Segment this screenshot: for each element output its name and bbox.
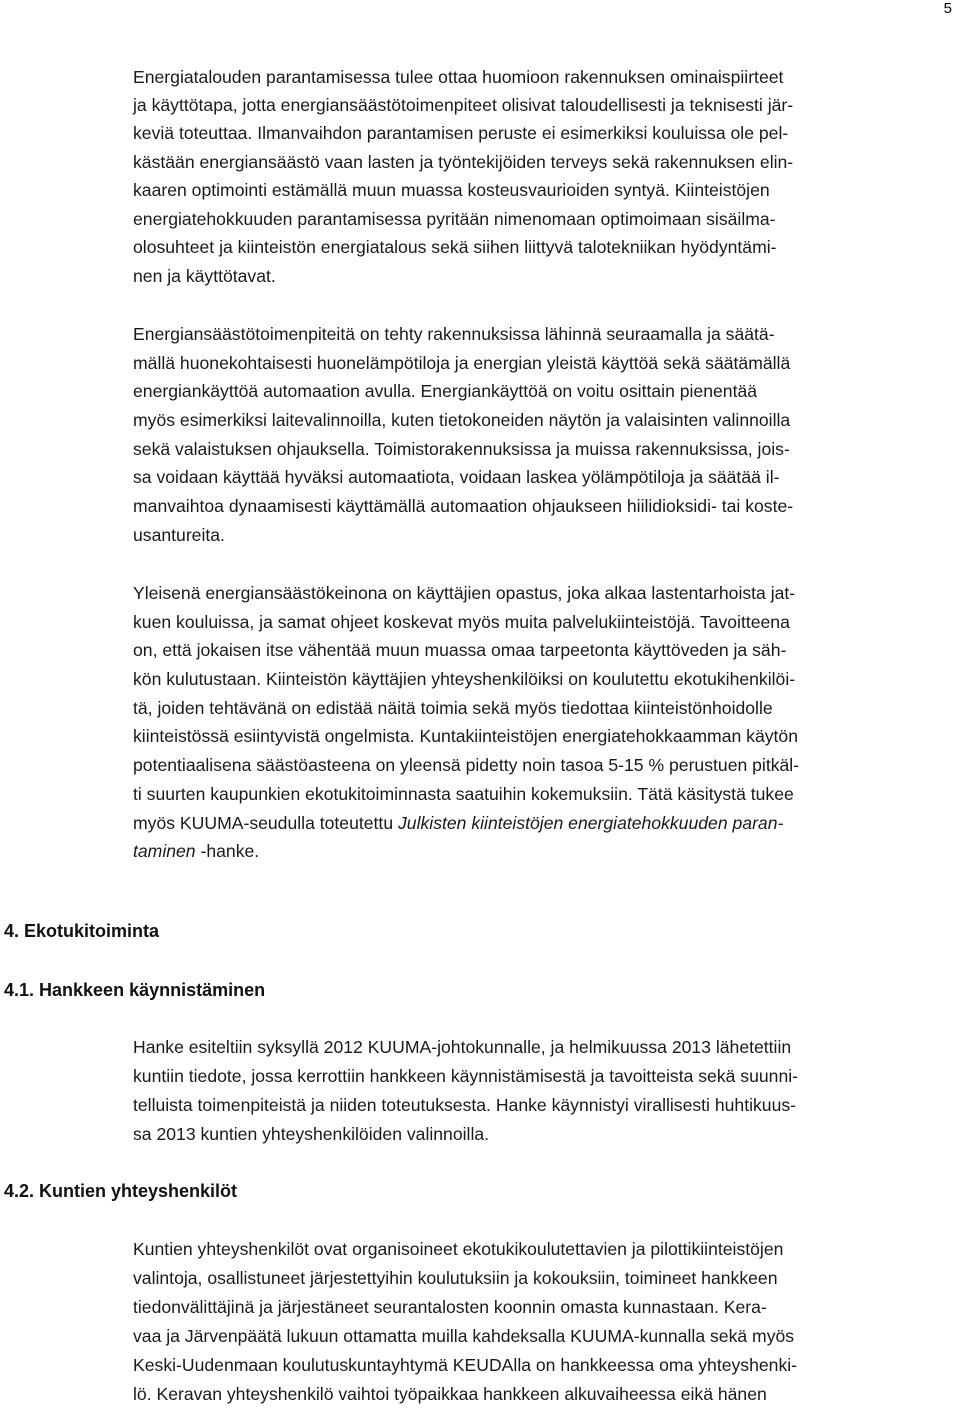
text-line: sa voidaan käyttää hyväksi automaatiota, voidaan laskea yölämpötiloja ja säätää il- bbox=[133, 467, 780, 487]
text-line: Energiansäästötoimenpiteitä on tehty rakennuksissa lähinnä seuraamalla ja säätä- bbox=[133, 324, 775, 344]
text-line: energiatehokkuuden parantamisessa pyritään nimenomaan optimoimaan sisäilma- bbox=[133, 209, 776, 229]
italic-title-run: taminen bbox=[133, 841, 196, 861]
text-line: nen ja käyttötavat. bbox=[133, 266, 276, 286]
text-line: valintoja, osallistuneet järjestettyihin koulutuksiin ja kokouksiin, toimineet hankkeen bbox=[133, 1268, 778, 1288]
text-line: vaa ja Järvenpäätä lukuun ottamatta muilla kahdeksalla KUUMA-kunnalla sekä myös bbox=[133, 1326, 795, 1346]
text-line: mällä huonekohtaisesti huonelämpötiloja ja energian yleistä käyttöä sekä säätämällä bbox=[133, 353, 791, 373]
page-number: 5 bbox=[943, 0, 952, 17]
italic-title-run: Julkisten kiinteistöjen energiatehokkuuden paran- bbox=[398, 813, 784, 833]
text-line: kuen kouluissa, ja samat ohjeet koskevat myös muita palvelukiinteistöjä. Tavoitteena bbox=[133, 612, 790, 632]
text-line: kuntiin tiedote, jossa kerrottiin hankkeen käynnistämisestä ja tavoitteista sekä suunni- bbox=[133, 1066, 799, 1086]
text-line: sekä valaistuksen ohjauksella. Toimistorakennuksissa ja muissa rakennuksissa, jois- bbox=[133, 439, 790, 459]
section-heading-4: 4. Ekotukitoiminta bbox=[4, 921, 160, 941]
text-line: telluista toimenpiteistä ja niiden toteutuksesta. Hanke käynnistyi virallisesti huhtikuus- bbox=[133, 1095, 797, 1115]
text-line: manvaihtoa dynaamisesti käyttämällä automaation ohjaukseen hiilidioksidi- tai koste- bbox=[133, 496, 794, 516]
text-line: kästään energiansäästö vaan lasten ja työntekijöiden terveys sekä rakennuksen elin- bbox=[133, 152, 794, 172]
text-line: kön kulutustaan. Kiinteistön käyttäjien yhteyshenkilöiksi on koulutettu ekotukihenkilöi- bbox=[133, 669, 796, 689]
section-heading-4-2: 4.2. Kuntien yhteyshenkilöt bbox=[4, 1181, 238, 1201]
text-line: ti suurten kaupunkien ekotukitoiminnasta saatuihin kokemuksiin. Tätä käsitystä tukee bbox=[133, 784, 794, 804]
text-line: myös esimerkiksi laitevalinnoilla, kuten tietokoneiden näytön ja valaisinten valinnoilla bbox=[133, 410, 791, 430]
text-line: Energiatalouden parantamisessa tulee ottaa huomioon rakennuksen ominaispiirteet bbox=[133, 67, 784, 87]
text-line: lö. Keravan yhteyshenkilö vaihtoi työpaikkaa hankkeen alkuvaiheessa eikä hänen bbox=[133, 1384, 767, 1404]
text-line bbox=[133, 840, 259, 862]
text-line bbox=[133, 812, 783, 834]
text-line: sa 2013 kuntien yhteyshenkilöiden valinnoilla. bbox=[133, 1124, 490, 1144]
text-line: Yleisenä energiansäästökeinona on käyttäjien opastus, joka alkaa lastentarhoista jat- bbox=[133, 583, 796, 603]
section-heading-4-1: 4.1. Hankkeen käynnistäminen bbox=[4, 980, 266, 1000]
text-line: ja käyttötapa, jotta energiansäästötoimenpiteet olisivat taloudellisesti ja teknisesti jär- bbox=[133, 95, 794, 115]
text-line: Hanke esiteltiin syksyllä 2012 KUUMA-johtokunnalle, ja helmikuussa 2013 lähetettiin bbox=[133, 1037, 792, 1057]
text-line: keviä toteuttaa. Ilmanvaihdon parantamisen peruste ei esimerkiksi kouluissa ole pel- bbox=[133, 123, 789, 143]
text-line: Kuntien yhteyshenkilöt ovat organisoineet ekotukikoulutettavien ja pilottikiinteistöjen bbox=[133, 1239, 784, 1259]
text-line: kiinteistössä esiintyvistä ongelmista. Kuntakiinteistöjen energiatehokkaamman käytön bbox=[133, 726, 799, 746]
text-line: potentiaalisena säästöasteena on yleensä pidetty noin tasoa 5-15 % perustuen pitkäl- bbox=[133, 755, 800, 775]
text-line: tiedonvälittäjinä ja järjestäneet seurantalosten koonnin omasta kunnastaan. Kera- bbox=[133, 1297, 767, 1317]
text-line: kaaren optimointi estämällä muun muassa kosteusvaurioiden syntyä. Kiinteistöjen bbox=[133, 180, 770, 200]
text-run: -hanke. bbox=[195, 841, 260, 861]
text-line: olosuhteet ja kiinteistön energiatalous sekä siihen liittyvä talotekniikan hyödyntämi- bbox=[133, 237, 777, 257]
text-line: Keski-Uudenmaan koulutuskuntayhtymä KEUDAlla on hankkeessa oma yhteyshenki- bbox=[133, 1355, 798, 1375]
text-line: usantureita. bbox=[133, 525, 225, 545]
text-run: myös KUUMA-seudulla toteutettu bbox=[133, 813, 398, 833]
text-line: tä, joiden tehtävänä on edistää näitä toimia sekä myös tiedottaa kiinteistönhoidolle bbox=[133, 698, 773, 718]
text-line: on, että jokaisen itse vähentää muun muassa omaa tarpeetonta käyttöveden ja säh- bbox=[133, 640, 787, 660]
text-line: energiankäyttöä automaation avulla. Energiankäyttöä on voitu osittain pienentää bbox=[133, 381, 758, 401]
